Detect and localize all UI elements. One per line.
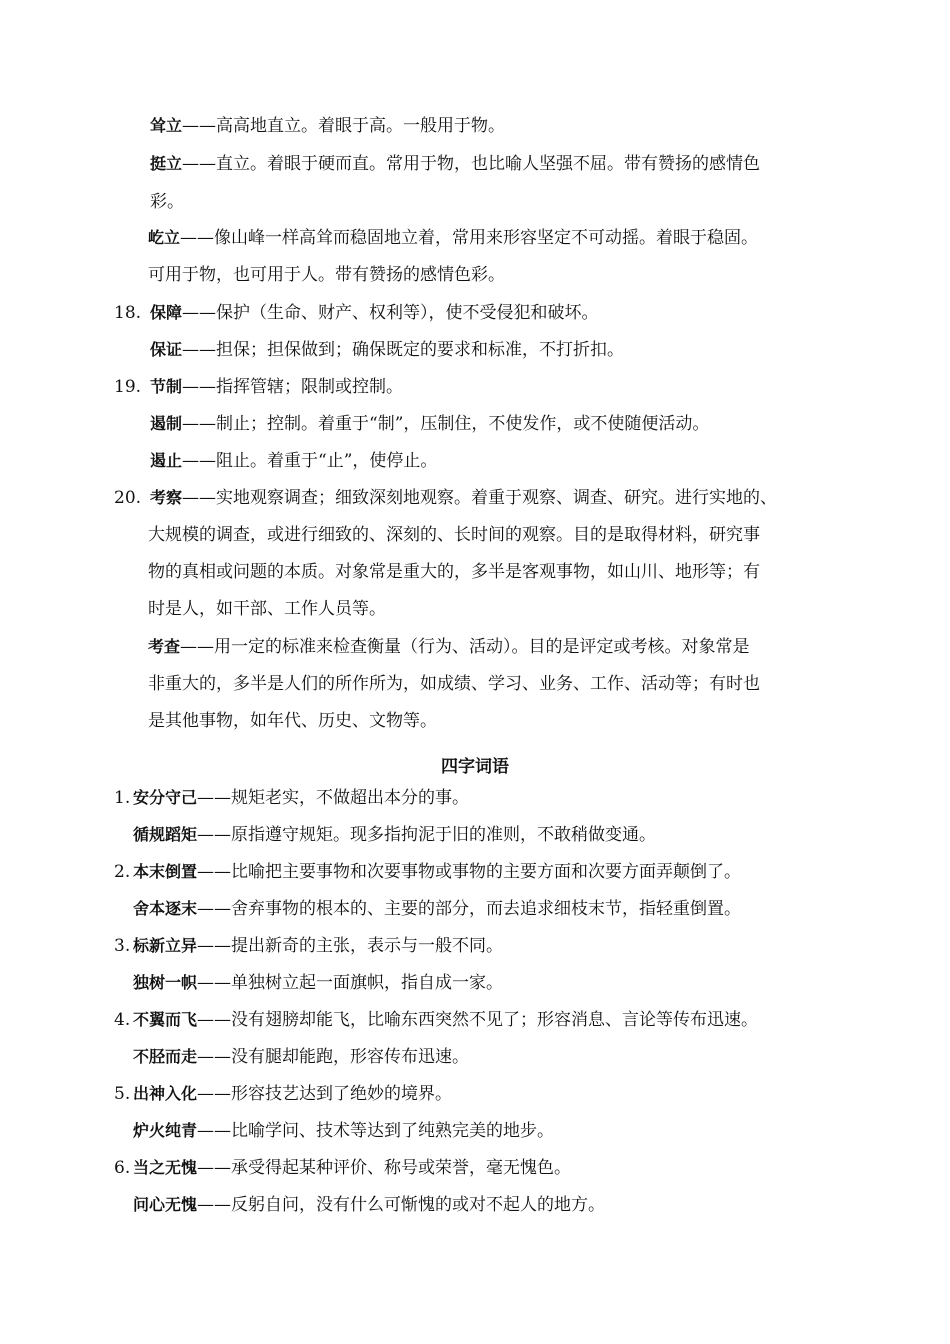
idiom-line	[114, 786, 469, 810]
idiom-definition: ——没有腿却能跑，形容传布迅速。	[197, 1047, 470, 1067]
entry-definition: 是其他事物，如年代、历史、文物等。	[148, 711, 437, 731]
idiom-term: 安分守己	[133, 788, 198, 807]
entry-term: 耸立	[150, 116, 183, 135]
idiom-definition: ——单独树立起一面旗帜，指自成一家。	[197, 973, 504, 993]
idiom-number: 2.	[114, 862, 131, 882]
idiom-term: 当之无愧	[133, 1158, 198, 1177]
entry-definition: ——阻止。着重于“止”，使停止。	[182, 451, 438, 471]
idiom-term: 舍本逐末	[133, 899, 198, 918]
idiom-term: 不胫而走	[133, 1047, 198, 1066]
idiom-definition: ——比喻把主要事物和次要事物或事物的主要方面和次要方面弄颠倒了。	[197, 862, 742, 882]
entry-line	[114, 486, 777, 510]
entry-line	[150, 190, 184, 214]
idiom-term: 炉火纯青	[133, 1121, 198, 1140]
idiom-term: 独树一帜	[133, 973, 198, 992]
entry-definition: 大规模的调查，或进行细致的、深刻的、长时间的观察。目的是取得材料，研究事	[148, 525, 760, 545]
idiom-term: 出神入化	[133, 1084, 198, 1103]
entry-definition: ——高高地直立。着眼于高。一般用于物。	[182, 116, 506, 136]
idiom-number: 5.	[114, 1084, 131, 1104]
entry-definition: ——保护（生命、财产、权利等），使不受侵犯和破坏。	[182, 303, 599, 323]
entry-term: 保障	[150, 303, 183, 322]
idiom-term: 不翼而飞	[133, 1010, 198, 1029]
idiom-term: 标新立异	[133, 936, 198, 955]
section-title: 四字词语	[441, 757, 509, 777]
idiom-number: 3.	[114, 936, 131, 956]
idiom-definition: ——反躬自问，没有什么可惭愧的或对不起人的地方。	[197, 1195, 606, 1215]
entry-definition: 时是人，如干部、工作人员等。	[148, 599, 386, 619]
entry-line	[150, 338, 624, 362]
idiom-definition: ——形容技艺达到了绝妙的境界。	[197, 1084, 453, 1104]
entry-term: 挺立	[150, 154, 183, 173]
idiom-line	[133, 823, 656, 847]
idiom-line	[114, 860, 741, 884]
idiom-number: 4.	[114, 1010, 131, 1030]
idiom-term: 循规蹈矩	[133, 825, 198, 844]
entry-line	[150, 152, 760, 176]
entry-term: 遏制	[150, 414, 183, 433]
entry-definition: ——直立。着眼于硬而直。常用于物，也比喻人坚强不屈。带有赞扬的感情色	[182, 154, 761, 174]
entry-term: 遏止	[150, 451, 183, 470]
entry-definition: ——指挥管辖；限制或控制。	[182, 377, 404, 397]
idiom-definition: ——规矩老实，不做超出本分的事。	[197, 788, 470, 808]
idiom-line	[114, 1082, 452, 1106]
idiom-term: 问心无愧	[133, 1195, 198, 1214]
idiom-term: 本末倒置	[133, 862, 198, 881]
idiom-definition: ——承受得起某种评价、称号或荣誉，毫无愧色。	[197, 1158, 572, 1178]
entry-line	[150, 412, 709, 436]
idiom-number: 1.	[114, 788, 131, 808]
entry-number: 20.	[114, 488, 142, 508]
entry-definition: ——用一定的标准来检查衡量（行为、活动）。目的是评定或考核。对象常是	[180, 637, 750, 657]
idiom-line	[133, 1045, 469, 1069]
idiom-number: 6.	[114, 1158, 131, 1178]
entry-term: 保证	[150, 340, 183, 359]
entry-line	[148, 635, 750, 659]
entry-line	[148, 523, 760, 547]
entry-definition: ——担保；担保做到；确保既定的要求和标准，不打折扣。	[182, 340, 625, 360]
entry-line	[114, 375, 403, 399]
idiom-line	[114, 934, 503, 958]
entry-line	[114, 301, 599, 325]
entry-definition: ——像山峰一样高耸而稳固地立着，常用来形容坚定不可动摇。着眼于稳固。	[180, 228, 759, 248]
entry-definition: 非重大的，多半是人们的所作所为，如成绩、学习、业务、工作、活动等；有时也	[148, 674, 760, 694]
entry-line	[150, 114, 505, 138]
entry-number: 18.	[114, 303, 142, 323]
entry-line	[150, 449, 437, 473]
idiom-line	[133, 1119, 554, 1143]
idiom-definition: ——比喻学问、技术等达到了纯熟完美的地步。	[197, 1121, 555, 1141]
idiom-line	[114, 1156, 571, 1180]
entry-term: 屹立	[148, 228, 181, 247]
entry-term: 考查	[148, 637, 181, 656]
idiom-definition: ——舍弃事物的根本的、主要的部分，而去追求细枝末节，指轻重倒置。	[197, 899, 742, 919]
entry-term: 节制	[150, 377, 183, 396]
entry-line	[148, 672, 760, 696]
idiom-line	[133, 897, 741, 921]
idiom-definition: ——没有翅膀却能飞，比喻东西突然不见了；形容消息、言论等传布迅速。	[197, 1010, 759, 1030]
entry-line	[148, 597, 386, 621]
idiom-definition: ——原指遵守规矩。现多指拘泥于旧的准则，不敢稍做变通。	[197, 825, 657, 845]
idiom-line	[114, 1008, 758, 1032]
entry-definition: ——实地观察调查；细致深刻地观察。着重于观察、调查、研究。进行实地的、	[182, 488, 778, 508]
entry-line	[148, 226, 758, 250]
entry-definition: 可用于物，也可用于人。带有赞扬的感情色彩。	[148, 265, 505, 285]
idiom-definition: ——提出新奇的主张，表示与一般不同。	[197, 936, 504, 956]
entry-definition: ——制止；控制。着重于“制”，压制住，不使发作，或不使随便活动。	[182, 414, 710, 434]
entry-line	[148, 263, 505, 287]
entry-definition: 物的真相或问题的本质。对象常是重大的，多半是客观事物，如山川、地形等；有	[148, 562, 760, 582]
entry-term: 考察	[150, 488, 183, 507]
entry-number: 19.	[114, 377, 142, 397]
idiom-line	[133, 971, 503, 995]
entry-line	[148, 709, 437, 733]
entry-definition: 彩。	[150, 192, 184, 212]
idiom-line	[133, 1193, 605, 1217]
entry-line	[148, 560, 760, 584]
